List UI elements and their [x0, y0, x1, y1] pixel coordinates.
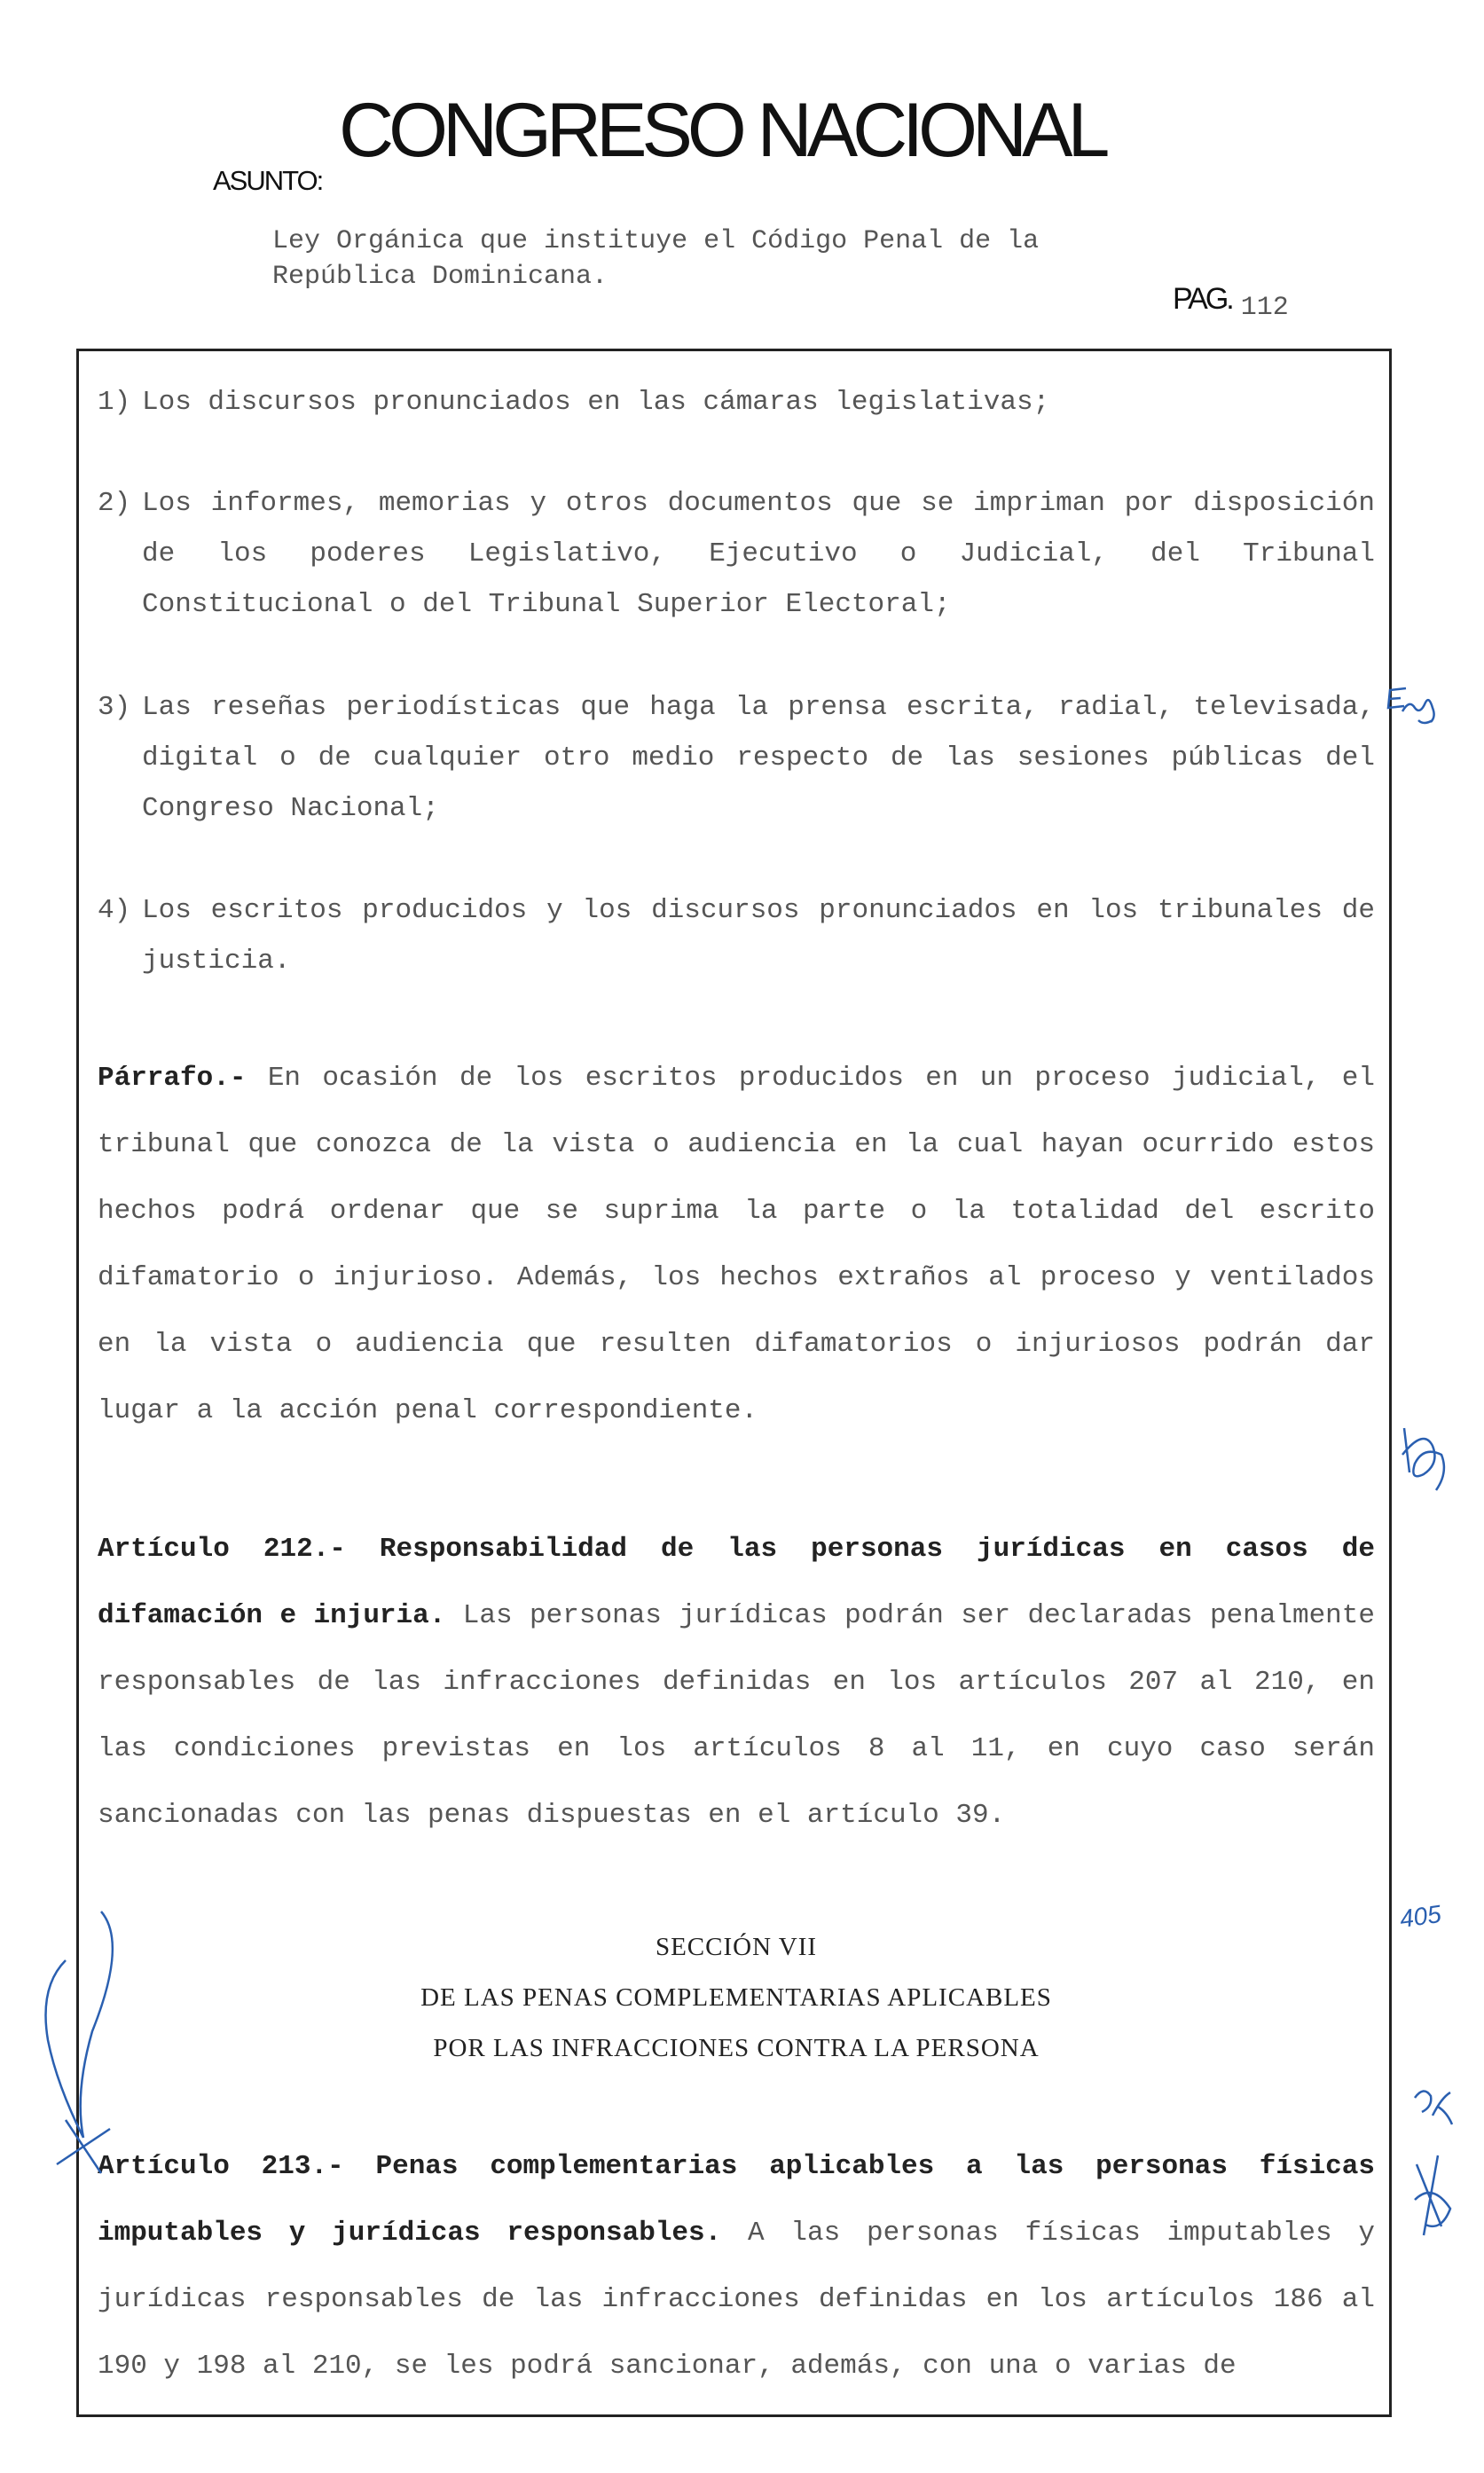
list-item-text: Los informes, memorias y otros documentos que se impriman por disposición de los poderes Legislativo, Ejecutivo o Judicial, del Tribunal Constitucional o del Tribunal Superior Electoral; [142, 488, 1375, 620]
article-213-heading: Artículo 213.- Penas complementarias aplicables a las personas físicas imputables y jurídicas responsables. [98, 2151, 1375, 2249]
section-line-1: SECCIÓN VII [655, 1933, 818, 1961]
page-number: 112 [1240, 293, 1289, 323]
subject-line-1: Ley Orgánica que instituye el Código Penal de la [272, 226, 1040, 256]
article-213 [98, 2133, 1375, 2399]
list-item [98, 682, 1375, 834]
section-heading [98, 1922, 1375, 2074]
article-212-heading: Artículo 212.- Responsabilidad de las personas jurídicas en casos de difamación e injuria. [98, 1534, 1375, 1631]
list-item-number: 4) [98, 895, 131, 926]
page-label: PAG. [1173, 282, 1232, 316]
institution-title: CONGRESO NACIONAL [339, 88, 1105, 173]
subject-text [272, 224, 1266, 294]
section-line-2: DE LAS PENAS COMPLEMENTARIAS APLICABLES [420, 1983, 1052, 2012]
list-item-text: Las reseñas periodísticas que haga la prensa escrita, radial, televisada, digital o de cualquier otro medio respecto de las sesiones públicas del Congreso Nacional; [142, 692, 1375, 824]
asunto-label: ASUNTO: [213, 165, 323, 196]
list-item-text: Los escritos producidos y los discursos pronunciados en los tribunales de justicia. [142, 895, 1375, 977]
parrafo-text: En ocasión de los escritos producidos en un proceso judicial, el tribunal que conozca de la vista o audiencia en la cual hayan ocurrido estos hechos podrá ordenar que se suprima la parte o la totalidad del escrito difamatorio o injurioso. Además, los hechos extraños al proceso y ventilados en la vista o audiencia que resulten difamatorios o injuriosos podrán dar lugar a la acción penal correspondiente. [98, 1063, 1376, 1426]
section-line-3: POR LAS INFRACCIONES CONTRA LA PERSONA [433, 2034, 1040, 2062]
initials-scribble-icon [1379, 681, 1441, 743]
parrafo-paragraph [98, 1045, 1375, 1444]
article-212-text: Las personas jurídicas podrán ser declaradas penalmente responsables de las infracciones definidas en los artículos 207 al 210, en las condiciones previstas en los artículos 8 al 11, en cuyo caso serán sancionadas con las penas dispuestas en el artículo 39. [98, 1600, 1375, 1831]
signature-scribble-icon [1397, 1419, 1450, 1508]
initials-mark-icon [1406, 2080, 1459, 2133]
margin-page-number: 405 [1398, 1899, 1443, 1934]
list-item [98, 885, 1375, 986]
signature-mark-icon [1406, 2147, 1459, 2253]
article-213-text: A las personas físicas imputables y jurídicas responsables de las infracciones definidas en los artículos 186 al 190 y 198 al 210, se les podrá sancionar, además, con una o varias de [98, 2218, 1375, 2382]
article-212 [98, 1516, 1375, 1849]
list-item [98, 478, 1375, 630]
subject-line-2: República Dominicana. [272, 262, 609, 292]
list-item-number: 1) [98, 387, 131, 418]
list-item-text: Los discursos pronunciados en las cámaras legislativas; [142, 387, 1050, 418]
list-item [98, 377, 1375, 428]
list-item-number: 2) [98, 488, 131, 519]
parrafo-label: Párrafo.- [98, 1063, 247, 1094]
list-item-number: 3) [98, 692, 131, 723]
margin-signature-icon [30, 1907, 128, 2191]
page-indicator [1173, 282, 1289, 323]
